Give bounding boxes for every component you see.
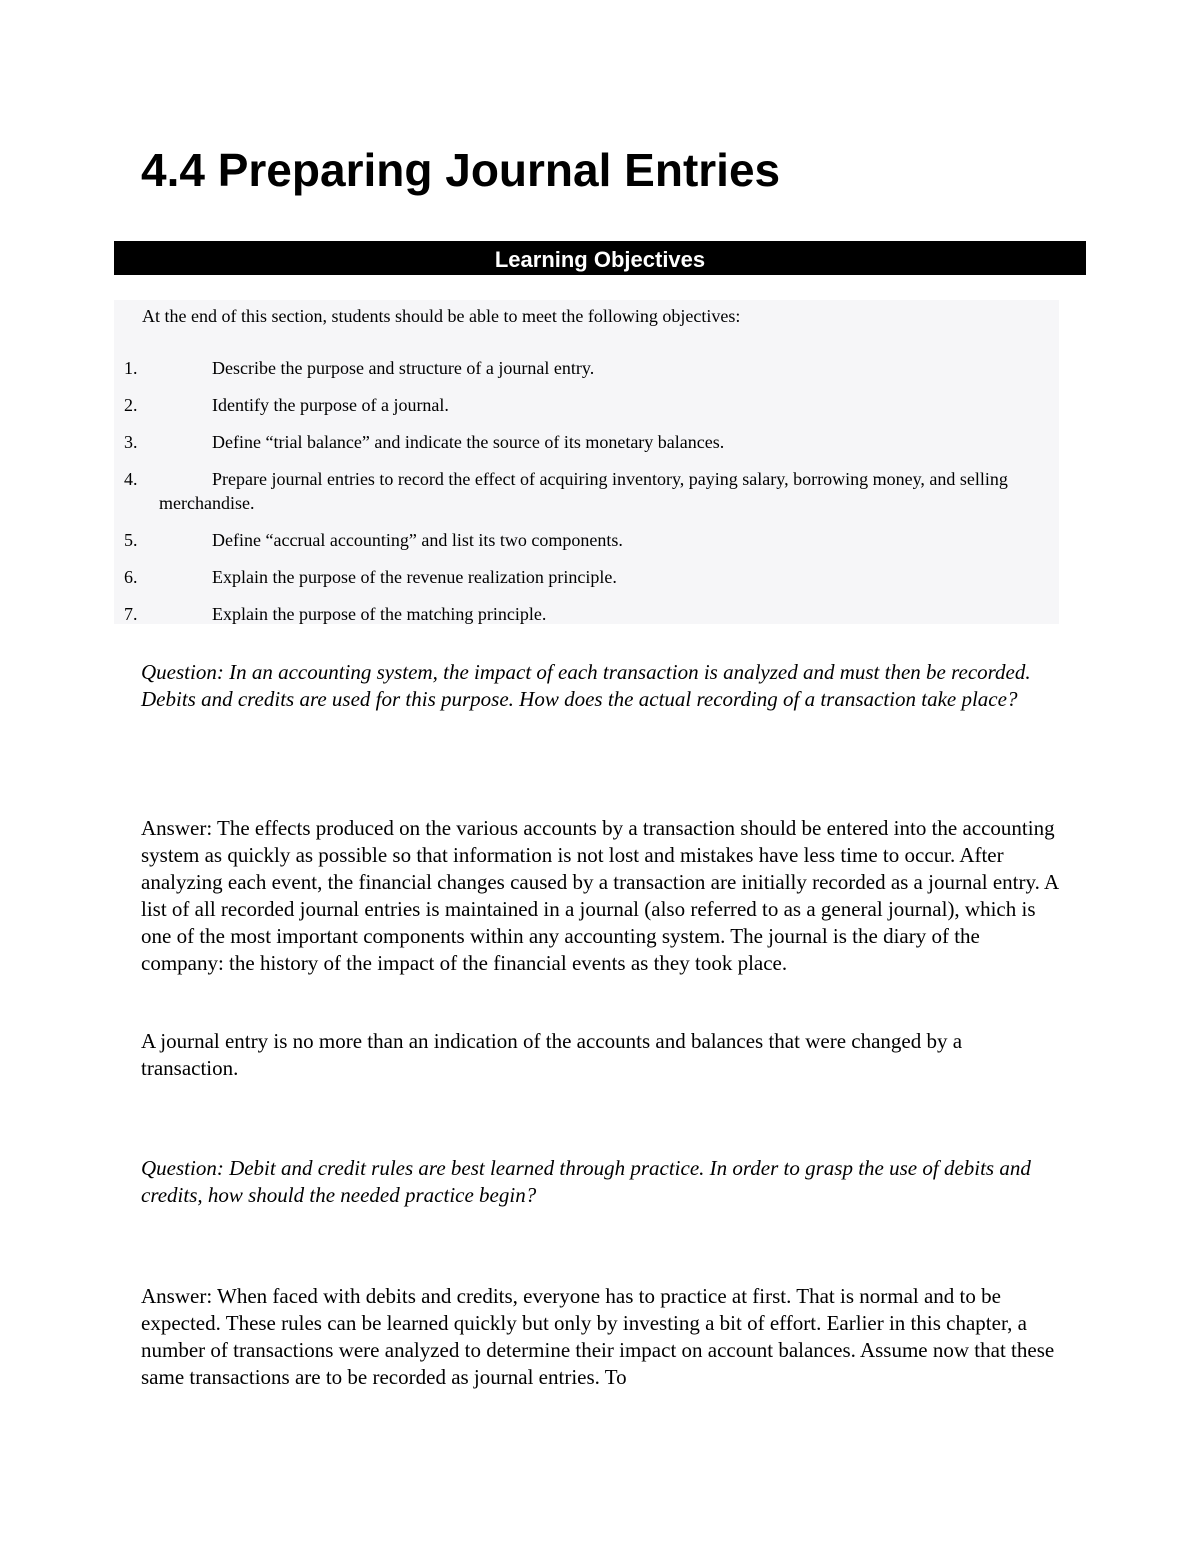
objective-text: Identify the purpose of a journal. <box>212 395 449 415</box>
objective-item <box>114 467 1059 515</box>
learning-objectives-header: Learning Objectives <box>114 241 1086 275</box>
objective-number: 1. <box>124 358 138 378</box>
objective-item <box>114 528 1059 552</box>
learning-objectives-box <box>114 300 1059 624</box>
objective-item <box>114 602 1059 626</box>
objective-number: 2. <box>124 395 138 415</box>
objective-item <box>114 430 1059 454</box>
objective-item <box>114 565 1059 589</box>
objective-text: Describe the purpose and structure of a journal entry. <box>212 358 595 378</box>
objective-number: 3. <box>124 432 138 452</box>
answer-paragraph: Answer: When faced with debits and credits, everyone has to practice at first. That is normal and to be expected. These rules can be learned quickly but only by investing a bit of effort. Earlier in this chapter, a number of transactions were analyzed to determine their impact on account balances. Assume now that these same transactions are to be recorded as journal entries. To <box>141 1284 1055 1389</box>
objective-number: 5. <box>124 530 138 550</box>
objective-item <box>114 393 1059 417</box>
objective-text: Define “accrual accounting” and list its two components. <box>212 530 623 550</box>
objective-text: Explain the purpose of the revenue realization principle. <box>212 567 617 587</box>
objective-number: 4. <box>124 469 138 489</box>
objective-text: Explain the purpose of the matching principle. <box>212 604 547 624</box>
objective-number: 6. <box>124 567 138 587</box>
body-paragraph: A journal entry is no more than an indication of the accounts and balances that were changed by a transaction. <box>141 1029 963 1080</box>
learning-objectives-list <box>114 356 1059 639</box>
objective-text: Define “trial balance” and indicate the source of its monetary balances. <box>212 432 725 452</box>
page-title: 4.4 Preparing Journal Entries <box>141 144 781 196</box>
objective-item <box>114 356 1059 380</box>
learning-objectives-intro: At the end of this section, students should be able to meet the following objectives: <box>142 306 741 326</box>
question-paragraph: Question: Debit and credit rules are best learned through practice. In order to grasp the use of debits and credits, how should the needed practice begin? <box>141 1156 1031 1207</box>
objective-text: Prepare journal entries to record the effect of acquiring inventory, paying salary, borrowing money, and selling merchandise. <box>159 469 1008 513</box>
answer-paragraph: Answer: The effects produced on the various accounts by a transaction should be entered into the accounting system as quickly as possible so that information is not lost and mistakes have less time to occur. After analyzing each event, the financial changes caused by a transaction are initially recorded as a journal entry. A list of all recorded journal entries is maintained in a journal (also referred to as a general journal), which is one of the most important components within any accounting system. The journal is the diary of the company: the history of the impact of the financial events as they took place. <box>141 816 1058 975</box>
question-paragraph: Question: In an accounting system, the impact of each transaction is analyzed and must then be recorded. Debits and credits are used for this purpose. How does the actual recording of a transaction take place? <box>141 660 1031 711</box>
objective-number: 7. <box>124 604 138 624</box>
